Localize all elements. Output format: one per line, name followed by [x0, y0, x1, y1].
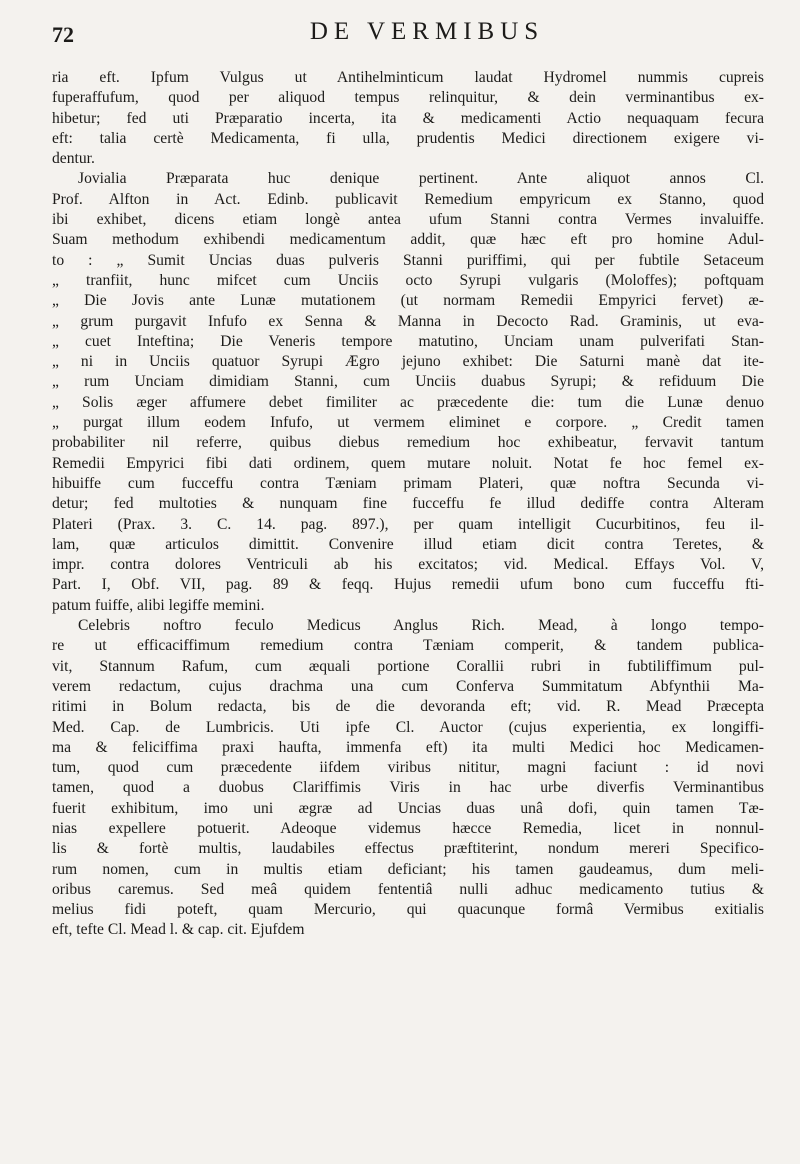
running-head: DE VERMIBUS — [309, 18, 545, 45]
text-line: nias expellere potuerit. Adeoque videmus hæcce Remedia, licet in nonnul- — [52, 819, 764, 837]
text-line: „ purgat illum eodem Infufo, ut vermem eliminet e corpore. „ Credit tamen — [52, 414, 764, 432]
text-line: eft, tefte Cl. Mead l. & cap. cit. Ejufdem — [52, 921, 305, 939]
text-line: oribus caremus. Sed meâ quidem fententiâ nulli adhuc medicamento tutius & — [52, 880, 764, 898]
text-line: „ grum purgavit Infufo ex Senna & Manna in Decocto Rad. Graminis, ut eva- — [52, 312, 764, 330]
text-line: ritimi in Bolum redacta, bis de die devoranda eft; vid. R. Mead Præcepta — [52, 698, 764, 716]
text-line: ria eft. Ipfum Vulgus ut Antihelminticum laudat Hydromel nummis cupreis — [52, 69, 764, 86]
text-line: Remedii Empyrici fibi dati ordinem, quem mutare noluit. Notat fe hoc femel ex- — [52, 454, 764, 472]
text-line: Prof. Alfton in Act. Edinb. publicavit Remedium empyricum ex Stanno, quod — [52, 190, 764, 208]
body-text — [52, 68, 764, 941]
text-line: lis & fortè multis, laudabiles effectus præftiterint, nondum mereri Specifico- — [52, 840, 764, 858]
text-line: tamen, quod a duobus Clariffimis Viris in hac urbe diverfis Verminantibus — [52, 779, 764, 797]
text-line: vit, Stannum Rafum, cum æquali portione Corallii rubri in fubtiliffimum pul- — [52, 657, 764, 675]
text-line: rum nomen, cum in multis etiam deficiant; his tamen gaudeamus, dum meli- — [52, 860, 764, 878]
text-line: hibetur; fed uti Præparatio incerta, ita & medicamenti Actio nequaquam fecura — [52, 109, 764, 127]
page-number: 72 — [52, 22, 74, 47]
text-line: „ cuet Inteftina; Die Veneris tempore matutino, Unciam unam pulverifati Stan- — [52, 332, 764, 350]
text-line: Med. Cap. de Lumbricis. Uti ipfe Cl. Auctor (cujus experientia, ex longiffi- — [52, 718, 764, 736]
text-line: eft: talia certè Medicamenta, fi ulla, prudentis Medici directionem exigere vi- — [52, 129, 764, 147]
text-line: hibuiffe cum fucceffu contra Tæniam primam Plateri, quæ noftra Secunda vi- — [52, 474, 764, 492]
paragraph — [52, 616, 764, 941]
paragraph — [52, 68, 764, 169]
text-line: Jovialia Præparata huc denique pertinent. Ante aliquot annos Cl. — [78, 170, 764, 188]
text-line: „ rum Unciam dimidiam Stanni, cum Unciis duabus Syrupi; & refiduum Die — [52, 373, 764, 391]
text-line: „ Die Jovis ante Lunæ mutationem (ut normam Remedii Empyrici fervet) æ- — [52, 292, 764, 310]
text-line: „ tranfiit, hunc mifcet cum Unciis octo Syrupi vulgaris (Moloffes); poftquam — [52, 271, 764, 289]
text-line: impr. contra dolores Ventriculi ab his excitatos; vid. Medical. Effays Vol. V, — [52, 556, 764, 574]
text-line: patum fuiffe, alibi legiffe memini. — [52, 596, 265, 614]
text-line: melius fidi poteft, quam Mercurio, qui quacunque formâ Vermibus exitialis — [52, 901, 764, 919]
text-line: dentur. — [52, 150, 95, 168]
text-line: to : „ Sumit Uncias duas pulveris Stanni puriffimi, qui per fubtile Setaceum — [52, 251, 764, 269]
text-line: re ut efficaciffimum remedium contra Tæniam comperit, & tandem publica- — [52, 637, 764, 655]
text-line: fuerit exhibitum, imo uni ægræ ad Uncias duas unâ dofi, quin tamen Tæ- — [52, 799, 764, 817]
text-line: probabiliter nil referre, quibus diebus remedium hoc exhibeatur, fervavit tantum — [52, 434, 764, 452]
page-header — [52, 18, 762, 58]
text-line: lam, quæ articulos dimittit. Convenire illud etiam dicit contra Teretes, & — [52, 535, 764, 553]
text-line: Part. I, Obf. VII, pag. 89 & feqq. Hujus remedii ufum bono cum fucceffu fti- — [52, 576, 764, 594]
text-line: „ Solis æger affumere debet fimiliter ac præcedente die: tum die Lunæ denuo — [52, 393, 764, 411]
text-line: ibi exhibet, dicens etiam longè antea ufum Stanni contra Vermes invaluiffe. — [52, 211, 764, 229]
text-line: tum, quod cum præcedente iifdem viribus nititur, magni faciunt : id novi — [52, 759, 764, 777]
paragraph — [52, 169, 764, 616]
text-line: verem redactum, cujus drachma una cum Conferva Summitatum Abfynthii Ma- — [52, 677, 764, 695]
text-line: detur; fed multoties & nunquam fine fucceffu fe illud dediffe contra Alteram — [52, 495, 764, 513]
text-line: fuperaffufum, quod per aliquod tempus relinquitur, & dein verminantibus ex- — [52, 89, 764, 107]
text-line: Celebris noftro feculo Medicus Anglus Rich. Mead, à longo tempo- — [78, 617, 764, 635]
text-line: Suam methodum exhibendi medicamentum addit, quæ hæc eft pro homine Adul- — [52, 231, 764, 249]
text-line: Plateri (Prax. 3. C. 14. pag. 897.), per quam intelligit Cucurbitinos, feu il- — [52, 515, 764, 533]
text-line: ma & feliciffima praxi haufta, immenfa eft) ita multi Medici hoc Medicamen- — [52, 738, 764, 756]
text-line: „ ni in Unciis quatuor Syrupi Ægro jejuno exhibet: Die Saturni manè dat ite- — [52, 353, 764, 371]
